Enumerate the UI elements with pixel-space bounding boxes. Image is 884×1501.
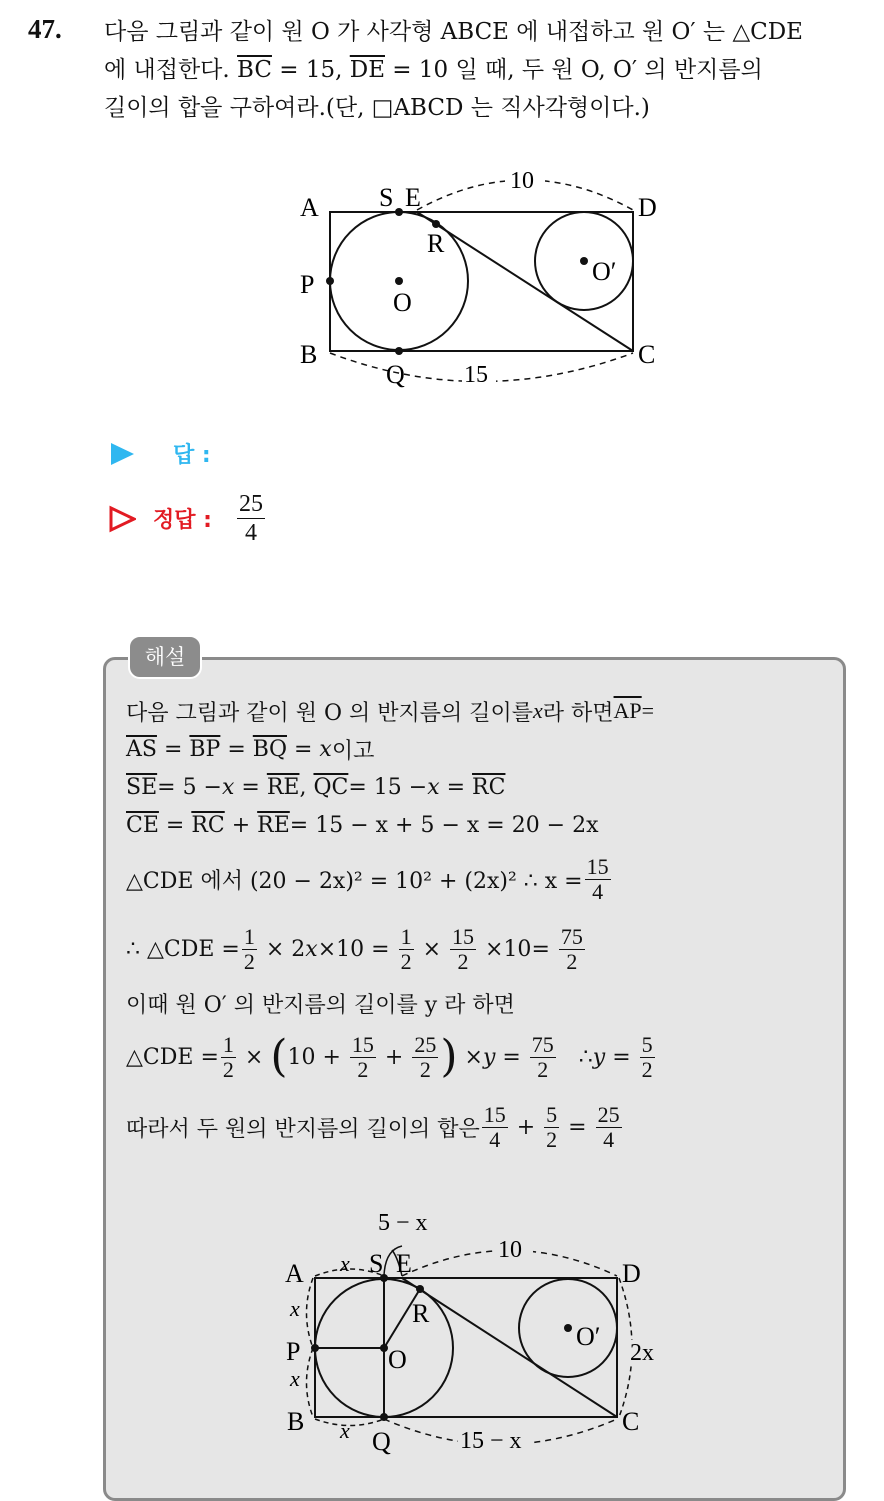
label-o-prime-2: O′ xyxy=(576,1322,601,1351)
figure-solution xyxy=(280,1200,680,1460)
answer-label: 답 : xyxy=(173,443,211,468)
label-r: R xyxy=(427,229,445,258)
label-s: S xyxy=(379,183,394,212)
answer-arrow-icon xyxy=(108,440,136,468)
solution-line-9: 따라서 두 원의 반지름의 길이의 합은 $\frac{15}{4}$ + $\frac{5}{2}$ = $\frac{25}{4}$ xyxy=(126,1101,620,1152)
label-2x: 2x xyxy=(630,1340,654,1366)
label-c-2: C xyxy=(622,1407,640,1436)
label-s-2: S xyxy=(369,1249,384,1278)
label-x-left-1: x xyxy=(290,1296,300,1321)
correct-answer-label: 정답 : xyxy=(153,508,212,533)
label-d: D xyxy=(638,193,657,222)
label-o-prime: O′ xyxy=(592,257,617,286)
label-e: E xyxy=(405,183,421,212)
label-c: C xyxy=(638,340,656,369)
outline-arrow-icon xyxy=(108,505,136,533)
segment-bc: $\overline{BC}$ xyxy=(237,57,272,83)
label-q: Q xyxy=(386,360,405,389)
label-10-2: 10 xyxy=(498,1237,522,1263)
label-p: P xyxy=(300,270,315,299)
solution-line-7: 이때 원 O′ 의 반지름의 길이를 y 라 하면 xyxy=(126,992,515,1018)
question-text xyxy=(104,13,864,127)
answer-row xyxy=(108,438,211,469)
solution-line-1: 다음 그림과 같이 원 O 의 반지름의 길이를 x 라 하면 $\overline{AP}$ = xyxy=(126,698,655,726)
question-line-2: 에 내접한다. $\overline{BC} = 15$, $\overline{DE} = 10$ 일 때, 두 원 O, O′ 의 반지름의 xyxy=(104,57,763,83)
question-line-1: 다음 그림과 같이 원 O 가 사각형 ABCE 에 내접하고 원 O′ 는 △CDE xyxy=(104,19,803,45)
solution-line-2: $\overline{AS}$ = $\overline{BP}$ = $\overline{BQ}$ = x 이고 xyxy=(126,736,375,764)
label-b: B xyxy=(300,340,318,369)
correct-answer-value: $\frac{25}{4}$ xyxy=(238,491,263,546)
rectangle-abcd xyxy=(330,212,633,351)
label-o-2: O xyxy=(388,1345,407,1374)
solution-line-5: △CDE 에서 (20 − 2x)² = 10² + (2x)² ∴ x = $\frac{15}{4}$ xyxy=(126,853,609,904)
label-a: A xyxy=(300,193,319,222)
correct-answer-row xyxy=(108,490,267,547)
label-d-2: D xyxy=(622,1259,641,1288)
label-x-top: x xyxy=(340,1251,350,1276)
label-o: O xyxy=(393,288,412,317)
label-q-2: Q xyxy=(372,1427,391,1456)
label-15: 15 xyxy=(464,362,488,388)
label-10: 10 xyxy=(510,168,534,194)
label-15-minus-x: 15 − x xyxy=(460,1428,522,1454)
label-e-2: E xyxy=(396,1249,412,1278)
label-x-left-2: x xyxy=(290,1366,300,1391)
solution-tag: 해설 xyxy=(128,635,202,679)
label-b-2: B xyxy=(287,1407,305,1436)
figure-question xyxy=(290,160,680,390)
label-5-minus-x: 5 − x xyxy=(378,1210,428,1236)
question-line-3: 길이의 합을 구하여라.(단, □ABCD 는 직사각형이다.) xyxy=(104,95,650,121)
segment-de: $\overline{DE}$ xyxy=(349,57,385,83)
solution-line-6: ∴ △CDE = $\frac{1}{2}$ × 2 x × 10 = $\frac{1}{2}$ × $\frac{15}{2}$ × 10 = $\frac{75}{2}$ xyxy=(126,923,583,974)
solution-line-4: $\overline{CE}$ = $\overline{RC}$ + $\overline{RE}$ = 15 − x + 5 − x = 20 − 2x xyxy=(126,812,599,838)
solution-line-3: $\overline{SE}$ = 5 − x = $\overline{RE}$ , $\overline{QC}$ = 15 − x = $\overline{RC}$ xyxy=(126,774,506,800)
solution-body xyxy=(126,692,826,1162)
question-number: 47. xyxy=(28,14,62,44)
label-x-bottom: x xyxy=(340,1418,350,1443)
label-r-2: R xyxy=(412,1299,430,1328)
solution-line-8: △CDE = $\frac{1}{2}$ × ( 10 + $\frac{15}{2}$ + $\frac{25}{2}$ ) × y = $\frac{75}{2}$ ∴ y = $\frac{5}{2}$ xyxy=(126,1031,653,1082)
label-p-2: P xyxy=(286,1337,301,1366)
label-a-2: A xyxy=(285,1259,304,1288)
